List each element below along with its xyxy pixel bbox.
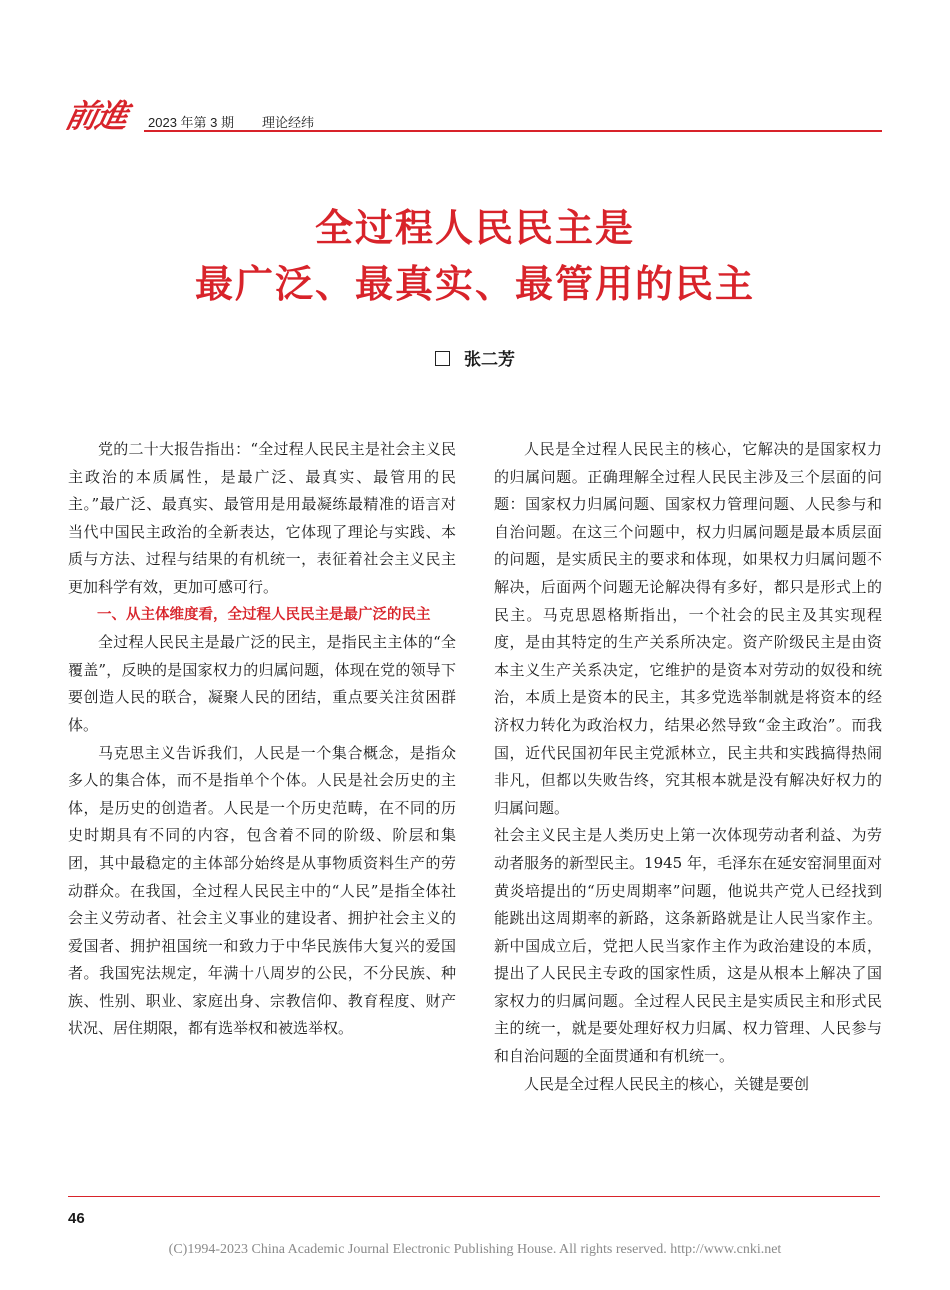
left-column: [68, 436, 456, 1043]
paragraph: 全过程人民民主是最广泛的民主，是指民主主体的“全覆盖”，反映的是国家权力的归属问题，体现在党的领导下要创造人民的联合，凝聚人民的团结，重点要关注贫困群体。: [68, 633, 456, 734]
author-line: [0, 345, 950, 370]
running-header: [61, 96, 882, 136]
section-heading: 一、从主体维度看，全过程人民民主是最广泛的民主: [97, 606, 431, 623]
title-line-2: 最广泛、最真实、最管用的民主: [194, 262, 755, 306]
paragraph: 人民是全过程人民民主的核心，关键是要创: [524, 1074, 810, 1093]
author-box-icon: [435, 351, 450, 366]
page-number: 46: [68, 1210, 85, 1227]
title-line-1: 全过程人民民主是: [314, 206, 635, 250]
paragraph: 党的二十大报告指出：“全过程人民民主是社会主义民主政治的本质属性，是最广泛、最真实、最管用的民主。”最广泛、最真实、最管用是用最凝练最精准的语言对当代中国民主政治的全新表达，它体现了理论与实践、本质与方法、过程与结果的有机统一，表征着社会主义民主更加科学有效，更加可感可行。: [68, 440, 456, 596]
issue-label: 2023 年第 3 期: [148, 115, 234, 130]
right-column: [494, 436, 882, 1098]
paragraph: 人民是全过程人民民主的核心，它解决的是国家权力的归属问题。正确理解全过程人民民主涉及三个层面的问题：国家权力归属问题、国家权力管理问题、人民参与和自治问题。在这三个问题中，权力归属问题是最本质层面的问题，是实质民主的要求和体现，如果权力归属问题不解决，后面两个问题无论解决得有多好，都只是形式上的民主。马克思恩格斯指出，一个社会的民主及其实现程度，是由其特定的生产关系所决定。资产阶级民主是由资本主义生产关系决定，它维护的是资本对劳动的奴役和统治，本质上是资本的民主，其多党选举制就是将资本的经济权力转化为政治权力，结果必然导致“金主政治”。而我国，近代民国初年民主党派林立，民主共和实践搞得热闹非凡，但都以失败告终，究其根本就是没有解决好权力的归属问题。: [494, 440, 882, 817]
paragraph: 马克思主义告诉我们，人民是一个集合概念，是指众多人的集合体，而不是指单个个体。人民是社会历史的主体，是历史的创造者。人民是一个历史范畴，在不同的历史时期具有不同的内容，包含着不同的阶级、阶层和集团，其中最稳定的主体部分始终是从事物质资料生产的劳动群众。在我国，全过程人民民主中的“人民”是指全体社会主义劳动者、社会主义事业的建设者、拥护社会主义的爱国者、拥护祖国统一和致力于中华民族伟大复兴的爱国者。我国宪法规定，年满十八周岁的公民，不分民族、种族、性别、职业、家庭出身、宗教信仰、教育程度、财产状况、居住期限，都有选举权和被选举权。: [68, 743, 456, 1038]
section-label: 理论经纬: [262, 115, 315, 130]
footer-rule: [68, 1196, 880, 1197]
paragraph: 社会主义民主是人类历史上第一次体现劳动者利益、为劳动者服务的新型民主。1945 年，毛泽东在延安窑洞里面对黄炎培提出的“历史周期率”问题，他说共产党人已经找到能跳出这周期率的新路，这条新路就是让人民当家作主。新中国成立后，党把人民当家作主作为政治建设的本质，提出了人民民主专政的国家性质，这是从根本上解决了国家权力的归属问题。全过程人民民主是实质民主和形式民主的统一，就是要处理好权力归属、权力管理、人民参与和自治问题的全面贯通和有机统一。: [494, 826, 882, 1066]
copyright-notice: (C)1994-2023 China Academic Journal Electronic Publishing House. All rights reserved. http://www.cnki.net: [168, 1242, 782, 1257]
journal-logo: 前進: [61, 97, 131, 135]
author-name: 张二芳: [464, 350, 515, 370]
header-rule: [144, 130, 882, 132]
article-title: [0, 200, 950, 312]
